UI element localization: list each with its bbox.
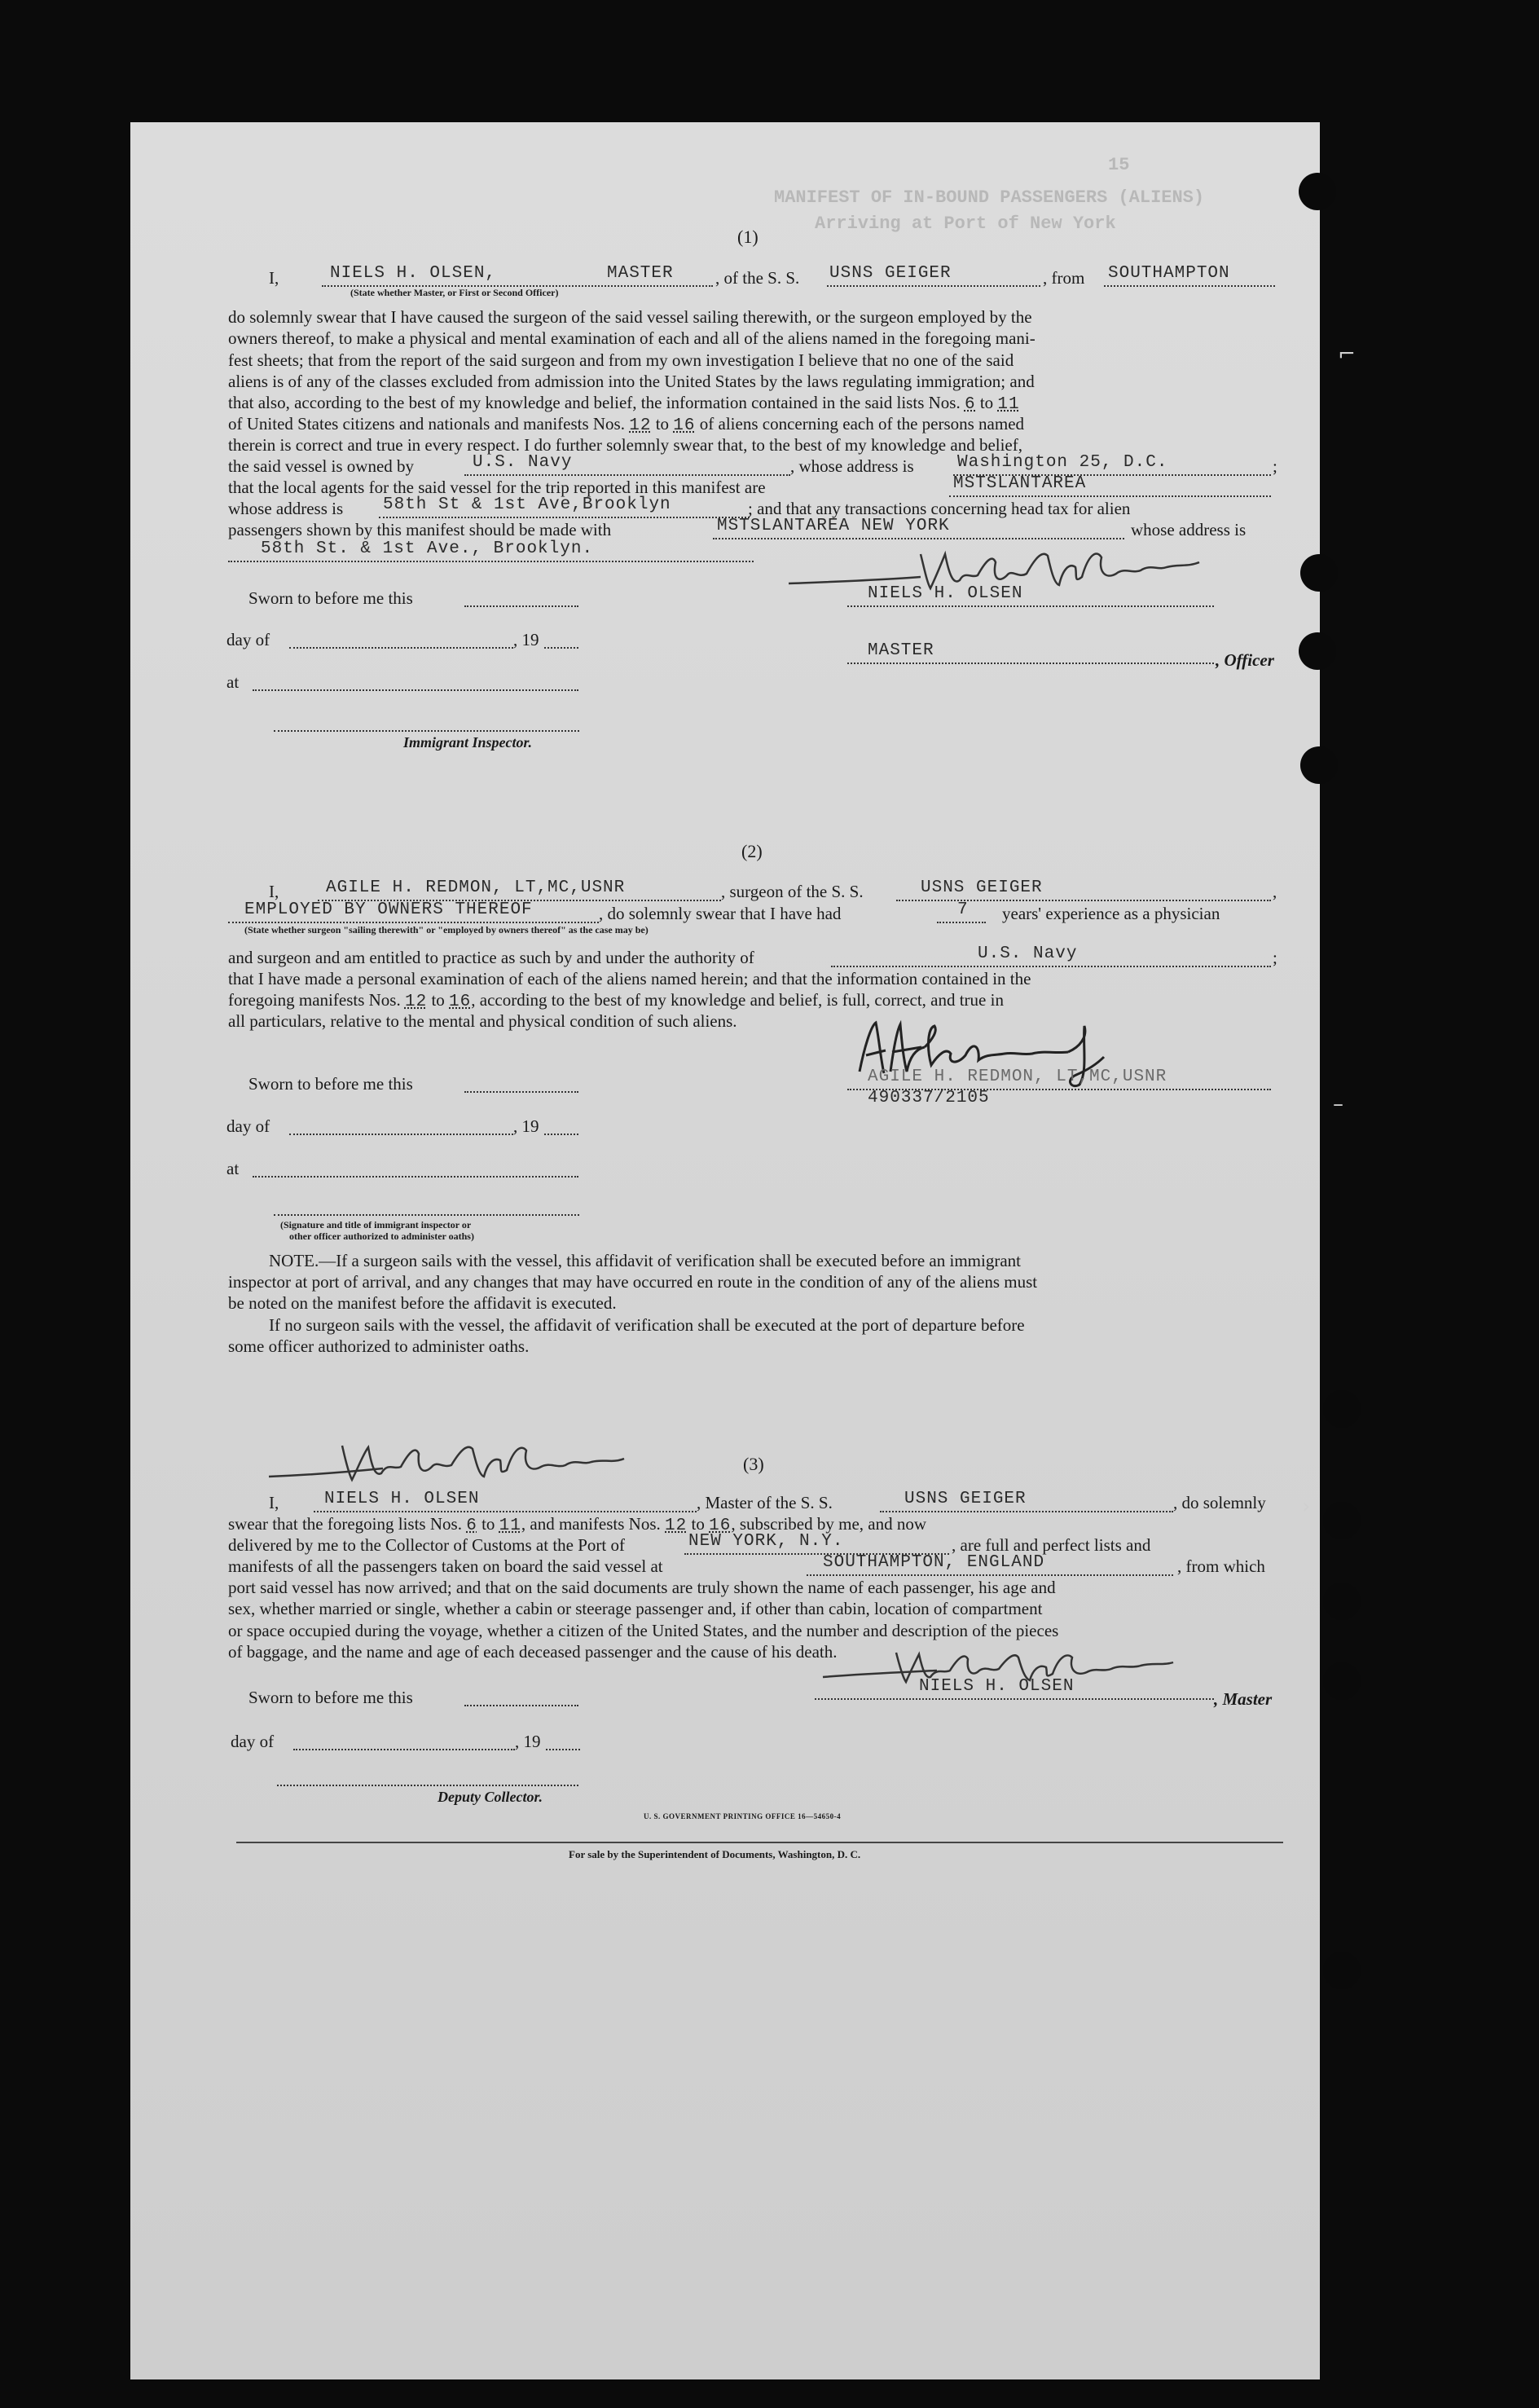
fill-line [379, 517, 750, 518]
port-from-field: SOUTHAMPTON, ENGLAND [823, 1553, 1045, 1572]
master-label: , Master [1214, 1689, 1273, 1709]
verification-line: or space occupied during the voyage, whether a citizen of the United States, and the number and description of the pieces [228, 1620, 1059, 1640]
note-line: If no surgeon sails with the vessel, the affidavit of verification shall be executed at the port of departure before [269, 1315, 1025, 1335]
day-of-label: day of [226, 630, 270, 649]
typed-surgeon-signature: AGILE H. REDMON, LT,MC,USNR [868, 1068, 1167, 1086]
fill-line [253, 1176, 578, 1178]
oath-paragraph [228, 306, 1279, 392]
note-line: some officer authorized to administer oaths. [228, 1336, 530, 1356]
oath-line: aliens is of any of the classes excluded from admission into the United States by the laws regulating immigration; and [228, 371, 1035, 391]
agents-address-label: whose address is [228, 499, 344, 518]
tax-agent-field: MSTSLANTAREA NEW YORK [717, 517, 950, 535]
fill-line [464, 474, 790, 476]
verification-line: manifests of all the passengers taken on board the said vessel at [228, 1556, 663, 1576]
fill-line [827, 285, 1040, 287]
manifest-to-field: 16 [673, 416, 696, 435]
agents-label: that the local agents for the said vessel for the trip reported in this manifest are [228, 478, 766, 497]
sworn-label: Sworn to before me this [248, 1688, 413, 1707]
fill-line [314, 1511, 697, 1512]
note-line: NOTE.—If a surgeon sails with the vessel, this affidavit of verification shall be executed before an immigrant [269, 1251, 1021, 1270]
manifest-to-field: 16 [449, 993, 472, 1011]
section-number: (1) [737, 227, 759, 247]
manifest-from-field: 12 [665, 1517, 688, 1535]
day-of-label: day of [231, 1732, 275, 1751]
fill-line [274, 1214, 579, 1216]
sale-notice: For sale by the Superintendent of Documents, Washington, D. C. [569, 1848, 861, 1860]
master-typed-name-field: NIELS H. OLSEN [919, 1677, 1075, 1696]
oath-line: of United States citizens and nationals and manifests Nos. 12 to 16 of aliens concerning each of the persons named [228, 414, 1025, 435]
fill-line [807, 1574, 1173, 1576]
owner-address-field: Washington 25, D.C. [957, 453, 1168, 472]
punch-hole [1323, 1583, 1361, 1620]
fill-line [831, 966, 1271, 967]
state-note: (State whether surgeon "sailing therewith" or "employed by owners thereof" as the case may be) [244, 924, 649, 935]
address-label: , whose address is [790, 456, 914, 476]
master-name-field: NIELS H. OLSEN, [330, 264, 497, 283]
punch-hole [1323, 1952, 1361, 1989]
vessel-field: USNS GEIGER [829, 264, 952, 283]
fill-line [880, 1511, 1173, 1512]
oath-line: therein is correct and true in every respect. I do further solemnly swear that, to the best of my knowledge and belief, [228, 435, 1022, 455]
officer-name-field: NIELS H. OLSEN [868, 584, 1023, 603]
years-label: years' experience as a physician [1002, 904, 1220, 923]
sworn-label: Sworn to before me this [248, 588, 413, 608]
employed-field: EMPLOYED BY OWNERS THEREOF [244, 900, 533, 919]
whose-address-label: whose address is [1131, 520, 1247, 539]
footer-rule [236, 1842, 1283, 1843]
note-line: inspector at port of arrival, and any changes that may have occurred en route in the condition of any of the aliens must [228, 1272, 1038, 1292]
semicolon: ; [1273, 456, 1277, 476]
master-name-field: NIELS H. OLSEN [324, 1490, 480, 1508]
owner-field: U.S. Navy [473, 453, 573, 472]
oath-line: owners thereof, to make a physical and mental examination of each and all of the aliens named in the foregoing mani- [228, 328, 1036, 349]
authority-label: and surgeon and am entitled to practice as such by and under the authority of [228, 948, 754, 967]
at-label: at [226, 1159, 240, 1178]
section-number: (2) [741, 841, 763, 861]
oath-line: do solemnly swear that I have caused the surgeon of the said vessel sailing therewith, or the surgeon employed by the [228, 307, 1032, 327]
from-label: , from [1043, 268, 1085, 288]
punch-hole [1300, 746, 1338, 784]
serial-field: 490337/2105 [868, 1089, 990, 1107]
immigrant-inspector-label: Immigrant Inspector. [403, 734, 533, 751]
section-number: (3) [743, 1454, 764, 1474]
note-line: be noted on the manifest before the affidavit is executed. [228, 1293, 617, 1313]
verification-line: sex, whether married or single, whether a cabin or steerage passenger and, if other than cabin, location of compartment [228, 1599, 1043, 1619]
bleed-through-text: 15 [1108, 155, 1130, 175]
vessel-field: USNS GEIGER [921, 878, 1043, 897]
section3-i: I, [269, 1493, 279, 1512]
verification-label: , are full and perfect lists and [952, 1535, 1151, 1555]
fill-line [464, 605, 578, 607]
vessel-field: USNS GEIGER [904, 1490, 1027, 1508]
margin-mark: › [1302, 1495, 1311, 1519]
surgeon-line: foregoing manifests Nos. 12 to 16, according to the best of my knowledge and belief, is full, correct, and true in [228, 990, 1004, 1011]
day-of-label: day of [226, 1116, 270, 1136]
surgeon-line: all particulars, relative to the mental and physical condition of such aliens. [228, 1011, 737, 1031]
section2-i: I, [269, 882, 279, 901]
bleed-through-text: Arriving at Port of New York [815, 214, 1116, 234]
surgeon-of-label: , surgeon of the S. S. [721, 882, 864, 901]
nineteen-label: , 19 [513, 1116, 539, 1136]
deputy-collector-label: Deputy Collector. [438, 1789, 543, 1805]
fill-line [546, 1749, 580, 1750]
semicolon: ; [1273, 948, 1277, 967]
nineteen-label: , 19 [515, 1732, 541, 1751]
swear-had-label: , do solemnly swear that I have had [599, 904, 842, 923]
punch-hole [1323, 1662, 1361, 1700]
port-from-field: SOUTHAMPTON [1108, 264, 1230, 283]
tax-label: ; and that any transactions concerning head tax for alien [748, 499, 1131, 518]
master-of-label: , Master of the S. S. [697, 1493, 833, 1512]
surgeon-line: that I have made a personal examination of each of the aliens named herein; and that the information contained in the [228, 969, 1031, 988]
master-title-field: MASTER [607, 264, 674, 283]
fill-line [228, 561, 754, 562]
fill-line [544, 1134, 578, 1135]
sig-note: other officer authorized to administer oaths) [289, 1230, 474, 1242]
authority-field: U.S. Navy [978, 944, 1078, 963]
section1-i: I, [269, 268, 279, 288]
verification-line: port said vessel has now arrived; and that on the said documents are truly shown the name of each passenger, his age and [228, 1578, 1056, 1597]
manifest-to-field: 16 [709, 1517, 732, 1535]
nineteen-label: , 19 [513, 630, 539, 649]
fill-line [464, 1705, 578, 1706]
punch-hole [1323, 1390, 1361, 1428]
fill-line [228, 922, 599, 923]
officer-title-field: MASTER [868, 641, 934, 660]
sig-note: (Signature and title of immigrant inspector or [280, 1219, 472, 1230]
fill-line [289, 647, 513, 649]
at-label: at [226, 672, 240, 692]
officer-label: , Officer [1216, 650, 1274, 670]
verification-line: swear that the foregoing lists Nos. 6 to 11, and manifests Nos. 12 to 16, subscribed by me, and now [228, 1514, 927, 1535]
solemnly-label: , do solemnly [1173, 1493, 1266, 1512]
punch-hole [1299, 632, 1336, 670]
surgeon-name-field: AGILE H. REDMON, LT,MC,USNR [326, 878, 626, 897]
margin-mark: – [1333, 1092, 1343, 1116]
comma: , [1273, 882, 1277, 901]
fill-line [464, 1091, 578, 1093]
fill-line [815, 1698, 1214, 1700]
lists-from-field: 6 [964, 395, 976, 414]
years-field: 7 [957, 900, 969, 919]
master-signature-2 [261, 1434, 717, 1491]
surgeon-paragraph [228, 968, 1279, 989]
fill-line [949, 495, 1271, 497]
passengers-label: passengers shown by this manifest should be made with [228, 520, 612, 539]
fill-line [847, 605, 1214, 607]
state-note: (State whether Master, or First or Second Officer) [350, 287, 559, 298]
fill-line [937, 922, 986, 923]
tax-address-field: 58th St. & 1st Ave., Brooklyn. [261, 539, 594, 558]
oath-line: fest sheets; that from the report of the said surgeon and from my own investigation I believe that no one of the said [228, 350, 1014, 370]
verification-label: , from which [1177, 1556, 1265, 1576]
punch-hole [1323, 1502, 1361, 1539]
bleed-through-text: MANIFEST OF IN-BOUND PASSENGERS (ALIENS) [774, 187, 1205, 208]
punch-hole [1300, 554, 1338, 592]
of-ss-label: , of the S. S. [715, 268, 800, 288]
fill-line [1104, 285, 1275, 287]
punch-hole [1299, 173, 1336, 210]
verification-line: of baggage, and the name and age of each deceased passenger and the cause of his death. [228, 1641, 838, 1662]
lists-to-field: 11 [499, 1517, 521, 1535]
lists-to-field: 11 [997, 395, 1020, 414]
agents-field: MSTSLANTAREA [953, 474, 1087, 493]
port-field: NEW YORK, N.Y. [688, 1532, 844, 1551]
fill-line [293, 1749, 515, 1750]
lists-from-field: 6 [466, 1517, 477, 1535]
manifest-from-field: 12 [629, 416, 652, 435]
fill-line [847, 663, 1214, 664]
manifest-from-field: 12 [404, 993, 428, 1011]
margin-mark: ⌐ [1338, 342, 1356, 367]
oath-line: that also, according to the best of my knowledge and belief, the information contained in the said lists Nos. 6 to 11 [228, 393, 1020, 414]
verification-line: delivered by me to the Collector of Customs at the Port of [228, 1535, 625, 1555]
fill-line [544, 647, 578, 649]
agents-address-field: 58th St & 1st Ave,Brooklyn [383, 495, 671, 514]
fill-line [896, 900, 1271, 901]
note-label: NOTE. [269, 1251, 319, 1270]
fill-line [289, 1134, 513, 1135]
oath-line: the said vessel is owned by [228, 456, 415, 476]
fill-line [253, 689, 578, 691]
sworn-label: Sworn to before me this [248, 1074, 413, 1094]
gpo-imprint: U. S. GOVERNMENT PRINTING OFFICE 16—54650-4 [644, 1812, 842, 1820]
